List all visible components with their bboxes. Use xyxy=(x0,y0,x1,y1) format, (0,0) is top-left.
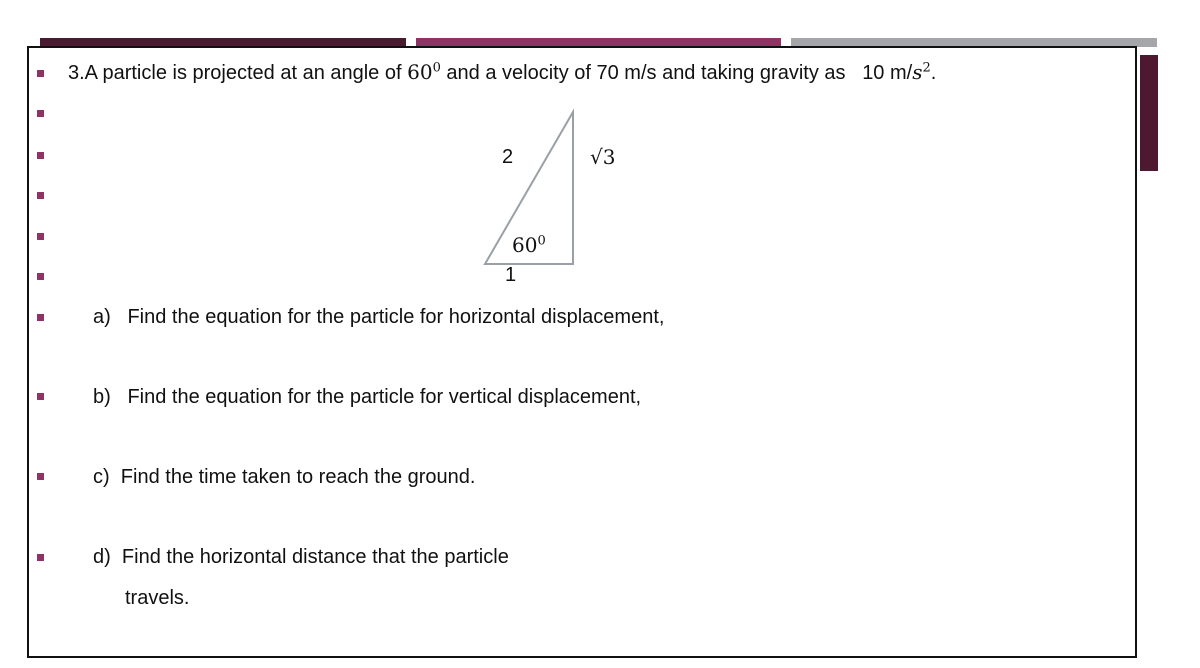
bullet-marker xyxy=(37,70,44,77)
hypotenuse-label: 2 xyxy=(502,146,514,168)
part-text: Find the time taken to reach the ground. xyxy=(120,466,476,488)
question-end: . xyxy=(930,62,937,84)
bullet-marker xyxy=(37,314,44,321)
triangle-diagram xyxy=(470,100,630,290)
adjacent-label: 1 xyxy=(505,264,517,286)
bullet-marker xyxy=(37,473,44,480)
angle-superscript: 0 xyxy=(432,60,441,76)
opposite-label: √3 xyxy=(590,145,616,169)
question-intro: 3.A particle is projected at an angle of xyxy=(68,62,408,84)
part-a xyxy=(93,305,664,329)
bullet-marker xyxy=(37,233,44,240)
triangle-shape xyxy=(470,100,630,290)
part-letter: b) xyxy=(93,386,111,408)
part-letter: d) xyxy=(93,546,111,568)
bullet-marker xyxy=(37,152,44,159)
question-text xyxy=(68,60,936,85)
part-text: Find the horizontal distance that the particle xyxy=(121,546,509,568)
bullet-marker xyxy=(37,273,44,280)
bullet-marker xyxy=(37,393,44,400)
part-b xyxy=(93,385,641,409)
gravity-unit: s xyxy=(912,60,923,84)
bullet-marker xyxy=(37,554,44,561)
angle-label-superscript: 0 xyxy=(537,233,546,249)
part-text: Find the equation for the particle for horizontal displacement, xyxy=(127,306,665,328)
part-letter: a) xyxy=(93,306,111,328)
angle-label-value: 60 xyxy=(512,233,538,257)
part-text: Find the equation for the particle for vertical displacement, xyxy=(127,386,642,408)
side-accent-tab xyxy=(1140,55,1158,171)
angle-label xyxy=(512,234,546,257)
part-d xyxy=(93,545,509,569)
gravity-value: 10 m/ xyxy=(862,62,913,84)
gravity-superscript: 2 xyxy=(922,60,931,76)
bullet-marker xyxy=(37,110,44,117)
part-c xyxy=(93,465,475,489)
bullet-marker xyxy=(37,192,44,199)
part-letter: c) xyxy=(93,466,110,488)
angle-value: 60 xyxy=(407,60,433,84)
part-d-continuation: travels. xyxy=(125,587,190,609)
question-middle: and a velocity of 70 m/s and taking gravity as xyxy=(440,62,852,84)
